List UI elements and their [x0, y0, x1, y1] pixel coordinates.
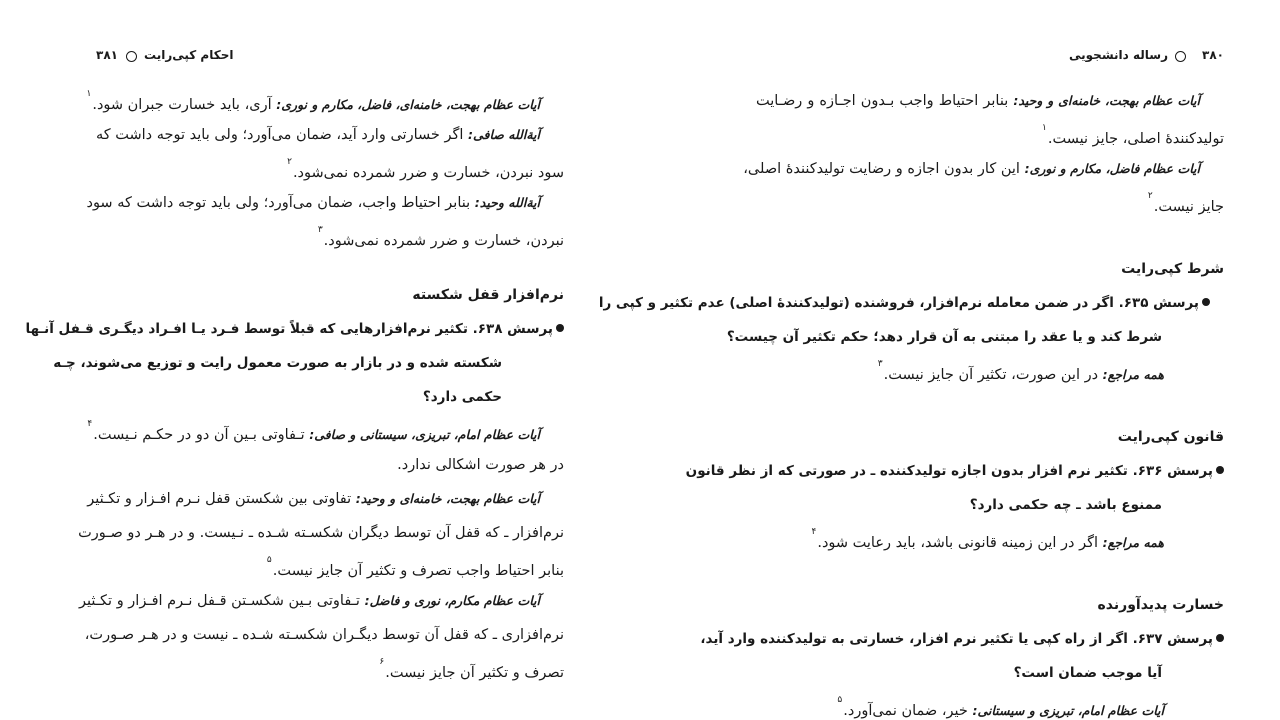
header-circle-icon [126, 51, 137, 62]
authority-label: آیة‌الله وحید: [474, 195, 540, 210]
authority-label: آیات عظام مکارم، نوری و فاضل: [364, 593, 540, 608]
authority-label: همه مراجع: [1102, 366, 1164, 382]
question-number: پرسش ۶۳۷. [1132, 631, 1213, 647]
answer-line: همه مراجع: اگر در این زمینه قانونی باشد، باید رعایت شود.$^۴$ [811, 527, 1164, 551]
question-line: شرط کند و یا عقد را مبتنی به آن قرار دهد؛ حکم تکثیر آن چیست؟ [726, 329, 1162, 345]
paragraph-line: آیات عظام بهجت، خامنه‌ای و وحید: بنابر احتیاط واجب بـدون اجـازه و رضـایت [756, 93, 1200, 109]
question-line: پرسش ۶۳۵. اگر در ضمن معامله نرم‌افزار، فروشنده (تولیدکنندهٔ اصلی) عدم تکثیر و کپی را [756, 286, 1224, 320]
question-line: پرسش ۶۳۶. تکثیر نرم افزار بدون اجازه تولیدکننده ـ در صورتی که از نظر قانون [756, 454, 1224, 488]
footnote-marker: ۳ [317, 225, 323, 235]
paragraph-line: آیة‌الله صافی: اگر خسارتی وارد آید، ضمان می‌آورد؛ ولی باید توجه داشت که [95, 127, 540, 143]
paragraph-line: نبردن، خسارت و ضرر شمرده نمی‌شود.$^۳$ [317, 225, 564, 249]
footnote-marker: ۴ [87, 419, 93, 429]
question-number: پرسش ۶۳۸. [472, 321, 553, 337]
footnote-marker: ۵ [266, 555, 272, 565]
section-heading: خسارت پدیدآورنده [1097, 597, 1224, 613]
question-number: پرسش ۶۳۵. [1118, 295, 1199, 311]
answer-line: همه مراجع: در این صورت، تکثیر آن جایز نیست.$^۳$ [877, 359, 1164, 383]
bullet-icon [1216, 466, 1224, 474]
authority-label: همه مراجع: [1102, 534, 1164, 550]
paragraph-line: نرم‌افزاری ـ که قفل آن توسط دیگـران شکسـته شـده ـ نیست و در هـر صـورت، [84, 627, 564, 643]
authority-label: آیات عظام فاضل، مکارم و نوری: [1024, 161, 1200, 176]
running-title: احکام کپی‌رایت [144, 48, 234, 62]
paragraph-line: بنابر احتیاط واجب تصرف و تکثیر آن جایز نیست.$^۵$ [266, 555, 564, 579]
page-body [25, 84, 564, 686]
footnote-marker: ۴ [811, 527, 817, 537]
paragraph-line: آیات عظام بهجت، خامنه‌ای، فاضل، مکارم و نوری: آری، باید خسارت جبران شود.$^۱$ [86, 89, 540, 113]
section-heading: شرط کپی‌رایت [1121, 261, 1224, 277]
footnote-marker: ۱ [1042, 123, 1047, 133]
footnote-marker: ۳ [877, 359, 883, 369]
paragraph-line: آیات عظام بهجت، خامنه‌ای و وحید: تفاوتی بین شکستن قفل نـرم افـزار و تکـثیر [87, 491, 540, 507]
right-page [598, 0, 1224, 720]
paragraph-line: آیات عظام مکارم، نوری و فاضل: تـفاوتی بـین شکسـتن قـفل نـرم افـزار و تکـثیر [79, 593, 540, 609]
page-number: ۳۸۰ [1202, 48, 1224, 62]
question-line: شکسته شده و در بازار به صورت معمول رایت و توزیع می‌شوند، چـه [53, 355, 502, 371]
question-number: پرسش ۶۳۶. [1132, 463, 1213, 479]
paragraph-line: جایز نیست.$^۲$ [1147, 191, 1224, 215]
authority-label: آیات عظام بهجت، خامنه‌ای و وحید: [355, 491, 540, 506]
header-circle-icon [1175, 51, 1186, 62]
footnote-marker: ۶ [379, 657, 385, 667]
paragraph-line: نرم‌افزار ـ که قفل آن توسط دیگران شکسـته شـده ـ نـیست. و در هـر دو صـورت [78, 525, 564, 541]
question-line: حکمی دارد؟ [422, 389, 502, 405]
section-heading: نرم‌افزار قفل شکسته [412, 287, 564, 303]
page-number: ۳۸۱ [96, 48, 118, 62]
page-header [756, 48, 1224, 66]
footnote-marker: ۱ [86, 89, 92, 99]
footnote-marker: ۵ [837, 695, 843, 705]
bullet-icon [1202, 298, 1210, 306]
footnote-marker: ۲ [1147, 191, 1153, 201]
authority-label: آیات عظام بهجت، خامنه‌ای و وحید: [1013, 93, 1200, 108]
paragraph-line: در هر صورت اشکالی ندارد. [397, 457, 564, 473]
paragraph-line: تولیدکنندهٔ اصلی، جایز نیست.$^۱$ [1042, 123, 1224, 147]
question-line: پرسش ۶۳۷. اگر از راه کپی یا تکثیر نرم افزار، خسارتی به تولیدکننده وارد آید، [756, 622, 1224, 656]
bullet-icon [1216, 634, 1224, 642]
paragraph-line: آیات عظام امام، تبریزی، سیستانی و صافی: تـفاوتی بـین آن دو در حکـم نـیست.$^۴$ [87, 419, 540, 443]
page-header [96, 48, 564, 66]
paragraph-line: سود نبردن، خسارت و ضرر شمرده نمی‌شود.$^۲$ [287, 157, 564, 181]
section-heading: قانون کپی‌رایت [1117, 429, 1224, 445]
authority-label: آیات عظام امام، تبریزی و سیستانی: [972, 702, 1164, 718]
authority-label: آیات عظام بهجت، خامنه‌ای، فاضل، مکارم و نوری: [276, 96, 540, 112]
answer-line: آیات عظام امام، تبریزی و سیستانی: خیر، ضمان نمی‌آورد.$^۵$ [837, 695, 1164, 719]
question-line: ممنوع باشد ـ چه حکمی دارد؟ [969, 497, 1162, 513]
footnote-marker: ۲ [287, 157, 292, 167]
question-line: آیا موجب ضمان است؟ [1013, 665, 1162, 681]
running-title: رساله دانشجویی [1069, 48, 1168, 62]
question-line: پرسش ۶۳۸. تکثیر نرم‌افزارهایی که قبلاً توسط فـرد یـا افـراد دیگـری قـفل آنـها [96, 312, 564, 346]
paragraph-line: تصرف و تکثیر آن جایز نیست.$^۶$ [379, 657, 564, 681]
paragraph-line: آیات عظام فاضل، مکارم و نوری: این کار بدون اجازه و رضایت تولیدکنندهٔ اصلی، [743, 161, 1200, 177]
paragraph-line: آیة‌الله وحید: بنابر احتیاط واجب، ضمان می‌آورد؛ ولی باید توجه داشت که سود [86, 195, 540, 211]
bullet-icon [556, 324, 564, 332]
authority-label: آیة‌الله صافی: [468, 127, 540, 142]
left-page [25, 0, 564, 720]
page-body [598, 84, 1224, 720]
authority-label: آیات عظام امام، تبریزی، سیستانی و صافی: [309, 426, 540, 442]
